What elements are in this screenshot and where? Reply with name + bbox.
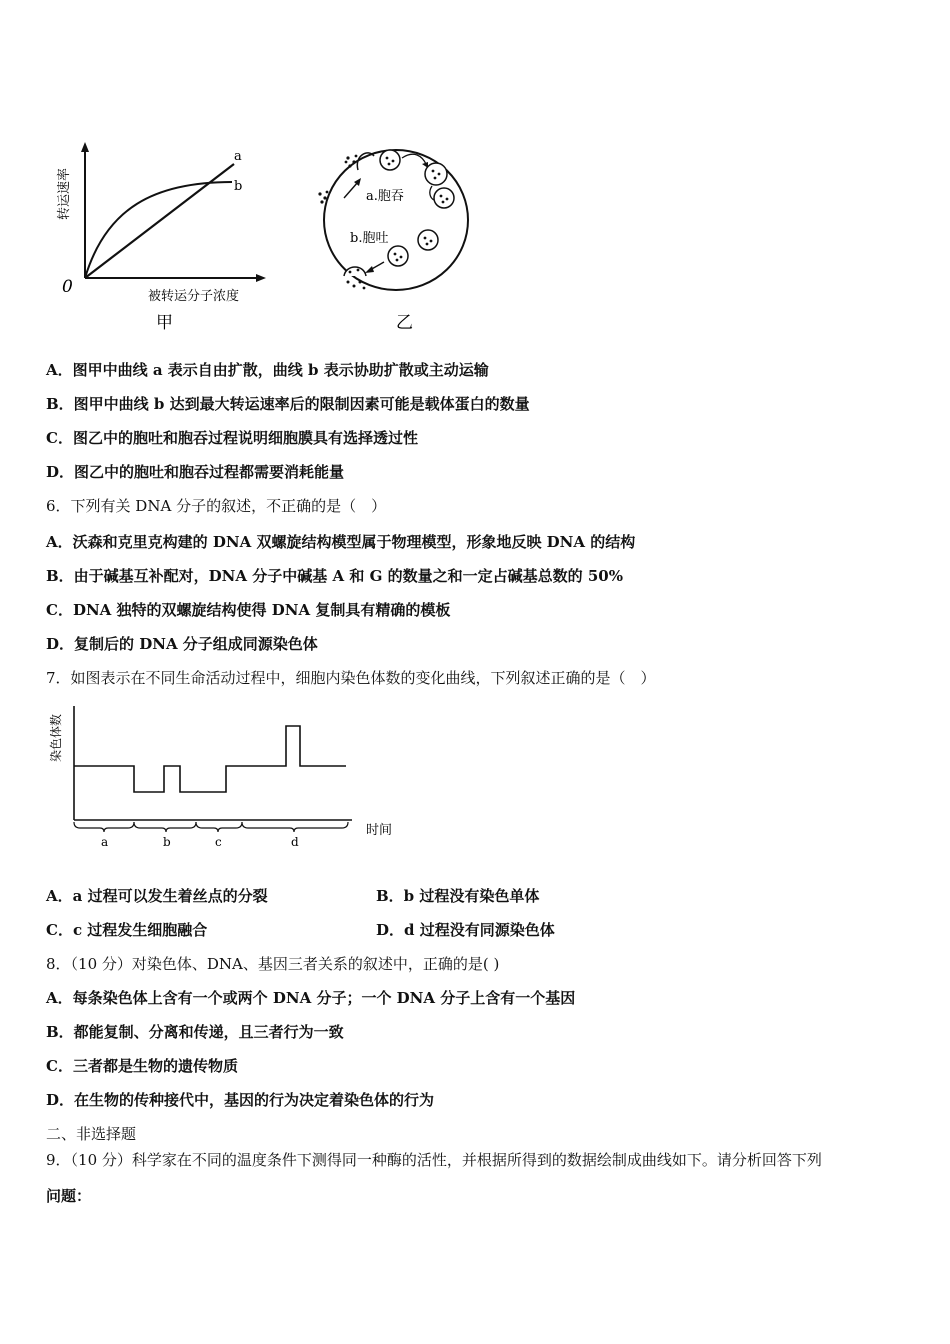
q7-option-b: B．b 过程没有染色单体 (376, 887, 540, 905)
chart-y-label: 染色体数 (49, 713, 63, 762)
q7-stem: 7．如图表示在不同生命活动过程中，细胞内染色体数的变化曲线，下列叙述正确的是（ ） (46, 669, 656, 687)
vesicle-1 (380, 150, 400, 170)
label-exocytosis: b.胞吐 (350, 231, 389, 246)
q8-stem: 8．（10 分）对染色体、DNA、基因三者关系的叙述中，正确的是( ) (46, 955, 500, 973)
segment-a-label: a (101, 835, 109, 849)
segment-d-label: d (291, 835, 299, 849)
label-endocytosis: a.胞吞 (366, 189, 404, 204)
q9-stem-line1: 9．（10 分）科学家在不同的温度条件下测得同一种酶的活性，并根据所得到的数据绘制成曲线如下。请分析回答下列 (46, 1151, 822, 1169)
brace-c (196, 822, 242, 832)
x-axis-arrow (256, 274, 266, 282)
brace-a (74, 822, 134, 832)
curve-a (85, 164, 234, 278)
curve-b (85, 182, 232, 278)
graph-jia (44, 138, 284, 338)
q8-option-d: D．在生物的传种接代中，基因的行为决定着染色体的行为 (46, 1091, 435, 1109)
q6-option-d: D．复制后的 DNA 分子组成同源染色体 (46, 635, 318, 653)
q8-option-c: C．三者都是生物的遗传物质 (46, 1057, 238, 1075)
vesicle-4 (418, 230, 438, 250)
q5-option-c: C．图乙中的胞吐和胞吞过程说明细胞膜具有选择透过性 (46, 429, 418, 447)
segment-b-label: b (163, 835, 171, 849)
q8-option-a: A．每条染色体上含有一个或两个 DNA 分子；一个 DNA 分子上含有一个基因 (46, 989, 576, 1007)
q5-option-b: B．图甲中曲线 b 达到最大转运速率后的限制因素可能是载体蛋白的数量 (46, 395, 530, 413)
brace-d (242, 822, 348, 832)
diagram-yi-caption: 乙 (396, 313, 413, 333)
q5-option-d: D．图乙中的胞吐和胞吞过程都需要消耗能量 (46, 463, 345, 481)
q8-option-b: B．都能复制、分离和传递，且三者行为一致 (46, 1023, 344, 1041)
origin-label: 0 (62, 277, 73, 297)
chart-x-label: 时间 (366, 823, 393, 838)
section-title: 二、非选择题 (46, 1125, 137, 1143)
q6-option-a: A．沃森和克里克构建的 DNA 双螺旋结构模型属于物理模型，形象地反映 DNA 的结构 (46, 533, 636, 551)
q7-option-a: A．a 过程可以发生着丝点的分裂 (46, 887, 268, 905)
segment-c-label: c (215, 835, 222, 849)
vesicle-3 (434, 188, 454, 208)
graph-jia-caption: 甲 (156, 313, 173, 333)
arrow-out-head (365, 266, 374, 273)
q6-option-c: C．DNA 独特的双螺旋结构使得 DNA 复制具有精确的模板 (46, 601, 451, 619)
y-axis-label: 转运速率 (57, 167, 72, 220)
diagram-yi (310, 142, 490, 338)
q5-option-a: A．图甲中曲线 a 表示自由扩散，曲线 b 表示协助扩散或主动运输 (46, 361, 489, 379)
q6-stem: 6．下列有关 DNA 分子的叙述，不正确的是（ ） (46, 497, 387, 515)
q7-option-d: D．d 过程没有同源染色体 (376, 921, 555, 939)
y-axis-arrow (81, 142, 89, 152)
brace-b (134, 822, 196, 832)
curve-a-label: a (234, 149, 242, 164)
chromosome-curve (74, 726, 346, 792)
q9-stem-line2: 问题： (46, 1187, 92, 1205)
x-axis-label: 被转运分子浓度 (148, 289, 240, 304)
curve-b-label: b (234, 179, 243, 194)
q6-option-b: B．由于碱基互补配对，DNA 分子中碱基 A 和 G 的数量之和一定占碱基总数的 50% (46, 567, 623, 585)
arrow-in (344, 182, 358, 198)
chromosome-chart (46, 702, 406, 852)
q7-option-c: C．c 过程发生细胞融合 (46, 921, 208, 939)
vesicle-2 (425, 163, 447, 185)
vesicle-5 (388, 246, 408, 266)
